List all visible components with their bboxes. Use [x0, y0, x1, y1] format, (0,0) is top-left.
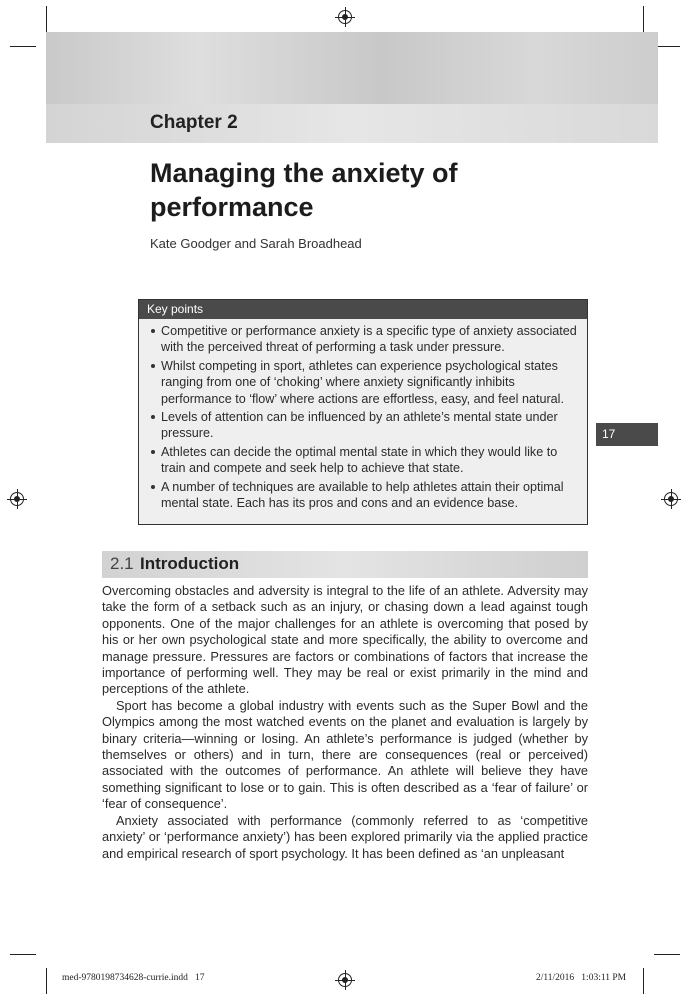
- chapter-label: Chapter 2: [150, 112, 238, 133]
- section-title: Introduction: [140, 554, 240, 573]
- key-points-heading: Key points: [139, 300, 587, 319]
- registration-mark-icon: [664, 492, 678, 506]
- crop-mark: [10, 46, 36, 47]
- key-point-item: A number of techniques are available to help athletes attain their optimal mental state. Each has its pros and cons and an evidence base.: [161, 479, 577, 512]
- body-paragraph: Overcoming obstacles and adversity is integral to the life of an athlete. Adversity may take the form of a setback such as an injury, or chasing down a lead against tough opponents. One of the major challenges for an athlete is overcoming that posed by his or her own psychological state and more specifically, the ability to overcome and manage pressure. Pressures are factors or combinations of factors that increase the importance of performing well. They may be real or exist primarily in the mind and perceptions of the athlete.: [102, 583, 588, 697]
- crop-mark: [643, 6, 644, 32]
- footer-datetime: 2/11/2016 1:03:11 PM: [536, 973, 627, 983]
- key-points-box: [138, 299, 588, 525]
- key-point-item: Competitive or performance anxiety is a specific type of anxiety associated with the perceived threat of performing a task under pressure.: [161, 324, 577, 355]
- crop-mark: [643, 968, 644, 994]
- body-paragraph: Sport has become a global industry with events such as the Super Bowl and the Olympics among the most watched events on the planet and evaluation is largely by binary criteria—winning or losing. An athlete’s performance is judged (whether by themselves or others) and in turn, there are consequences (real or perceived) associated with the outcomes of performance. An athlete will believe they have something significant to lose or to gain. This is often described as a ‘fear of failure’ or ‘fear of consequence’.: [102, 697, 588, 812]
- body-text: [102, 583, 588, 862]
- chapter-title: Managing the anxiety of performance: [150, 158, 458, 222]
- footer-file-slug: med-9780198734628-currie.indd 17: [62, 973, 205, 983]
- registration-mark-icon: [10, 492, 24, 506]
- section-heading: [102, 551, 588, 578]
- key-point-item: Whilst competing in sport, athletes can experience psychological states ranging from one of ‘choking’ where anxiety significantly inhibits performance to ‘flow’ where actions are effortless, easy, and feel natural.: [161, 358, 577, 407]
- page-number-tab: 17: [596, 423, 658, 446]
- chapter-authors: Kate Goodger and Sarah Broadhead: [150, 236, 362, 251]
- crop-mark: [654, 954, 680, 955]
- crop-mark: [10, 954, 36, 955]
- crop-mark: [46, 968, 47, 994]
- registration-mark-icon: [338, 10, 352, 24]
- chapter-banner-band: [46, 104, 658, 143]
- body-paragraph: Anxiety associated with performance (commonly referred to as ‘competitive anxiety’ or ‘performance anxiety’) has been explored primarily via the applied practice and empirical research of sport psychology. It has been defined as ‘an unpleasant: [102, 812, 588, 861]
- key-points-list: [139, 323, 587, 511]
- crop-mark: [46, 6, 47, 32]
- key-point-item: Athletes can decide the optimal mental state in which they would like to train and compete and seek help to achieve that state.: [161, 444, 577, 477]
- key-point-item: Levels of attention can be influenced by an athlete’s mental state under pressure.: [161, 409, 577, 442]
- section-number: 2.1: [110, 554, 134, 573]
- registration-mark-icon: [338, 973, 352, 987]
